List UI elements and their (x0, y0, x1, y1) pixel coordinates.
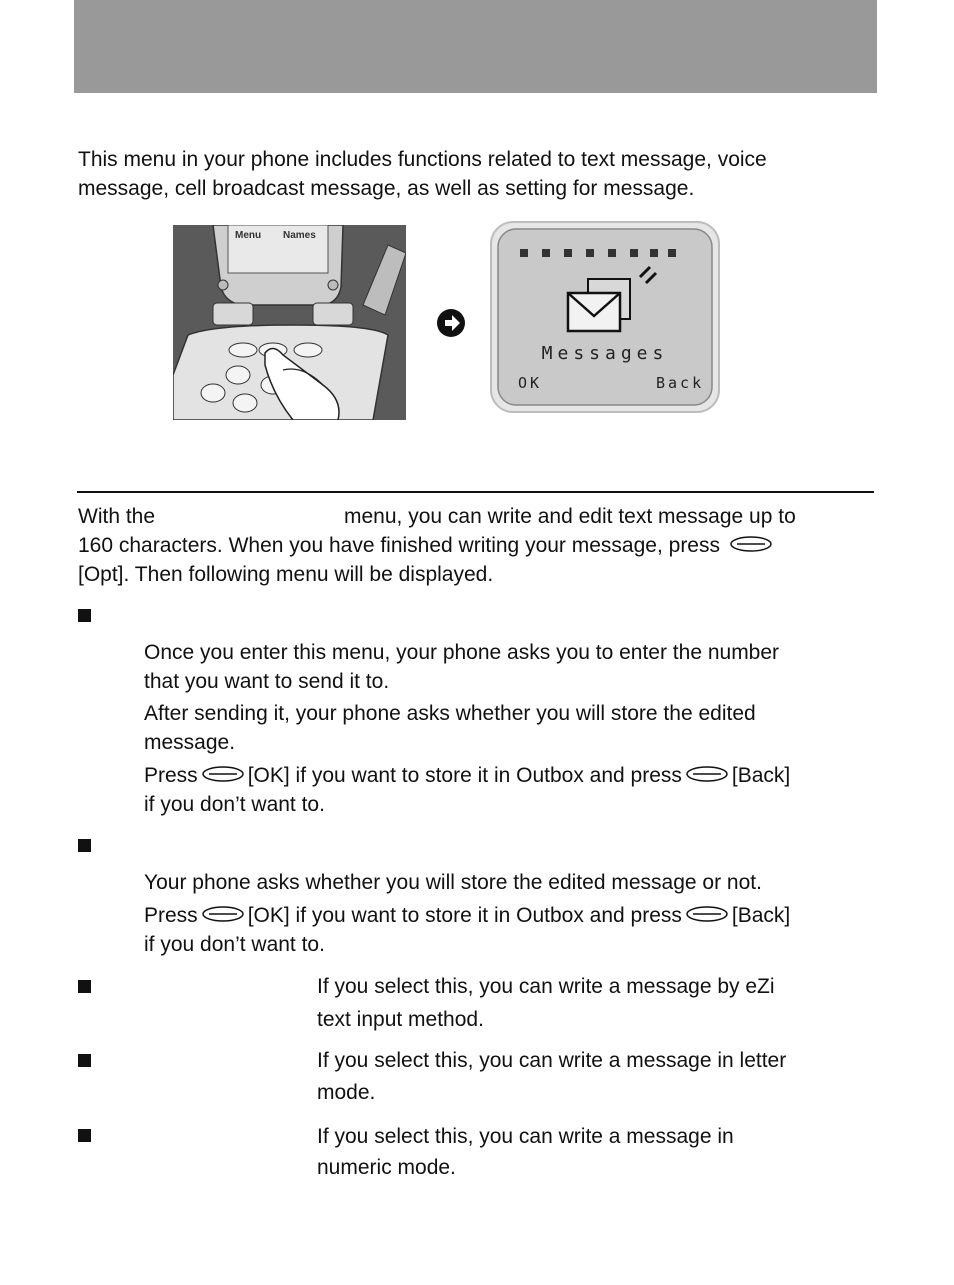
lcd-back-softkey: Back (656, 374, 705, 392)
section-divider (77, 491, 874, 493)
intro-line-1: This menu in your phone includes functions related to text message, voice (78, 148, 767, 171)
intro-paragraph (78, 145, 878, 203)
item1-line-5: Press [OK] if you want to store it in Outbox and press [Back] (144, 761, 790, 791)
back-key-icon (685, 762, 729, 791)
lcd-ok-softkey: OK (518, 374, 543, 392)
ok-key-icon (201, 902, 245, 931)
bullet-square (78, 839, 91, 852)
item1-line-1: Once you enter this menu, your phone asks you to enter the number (144, 641, 780, 664)
item5-line-2: numeric mode. (317, 1156, 456, 1179)
item1-line-6: if you don’t want to. (144, 793, 325, 816)
p1-start: With the (78, 505, 156, 528)
item2-line-3: if you don’t want to. (144, 933, 325, 956)
item1-line-2: that you want to send it to. (144, 670, 390, 693)
item2-line-1: Your phone asks whether you will store the edited message or not. (144, 871, 762, 894)
item4-line-1: If you select this, you can write a message in letter (317, 1049, 787, 1072)
intro-line-2: message, cell broadcast message, as well as setting for message. (78, 177, 695, 200)
section-paragraph-line-1 (78, 502, 155, 531)
arrow-right-icon (435, 307, 467, 339)
item5-line-1: If you select this, you can write a message in (317, 1125, 734, 1148)
ok-key-icon (201, 762, 245, 791)
bullet-square (78, 1129, 91, 1142)
lcd-messages-screen (490, 221, 720, 413)
bullet-square (78, 1054, 91, 1067)
item2-line-2: Press [OK] if you want to store it in Outbox and press [Back] (144, 901, 790, 931)
item1-line-3: After sending it, your phone asks whether you will store the edited (144, 702, 756, 725)
page-header-bar (74, 0, 877, 93)
item4-line-2: mode. (317, 1081, 376, 1104)
section-paragraph-line-3: [Opt]. Then following menu will be displayed. (78, 563, 494, 586)
lcd-title: Messages (541, 343, 669, 364)
soft-key-icon (729, 532, 773, 561)
back-key-icon (685, 902, 729, 931)
bullet-square (78, 609, 91, 622)
phone-keypad-illustration (173, 225, 406, 420)
phone-softkey-right: Names (283, 230, 316, 241)
section-paragraph-line-1b: menu, you can write and edit text message up to (344, 505, 796, 528)
section-paragraph-line-2: 160 characters. When you have finished writing your message, press (78, 531, 776, 561)
item1-line-4: message. (144, 731, 236, 754)
bullet-square (78, 980, 91, 993)
item3-line-1: If you select this, you can write a message by eZi (317, 975, 775, 998)
item3-line-2: text input method. (317, 1008, 484, 1031)
phone-softkey-left: Menu (235, 230, 262, 241)
